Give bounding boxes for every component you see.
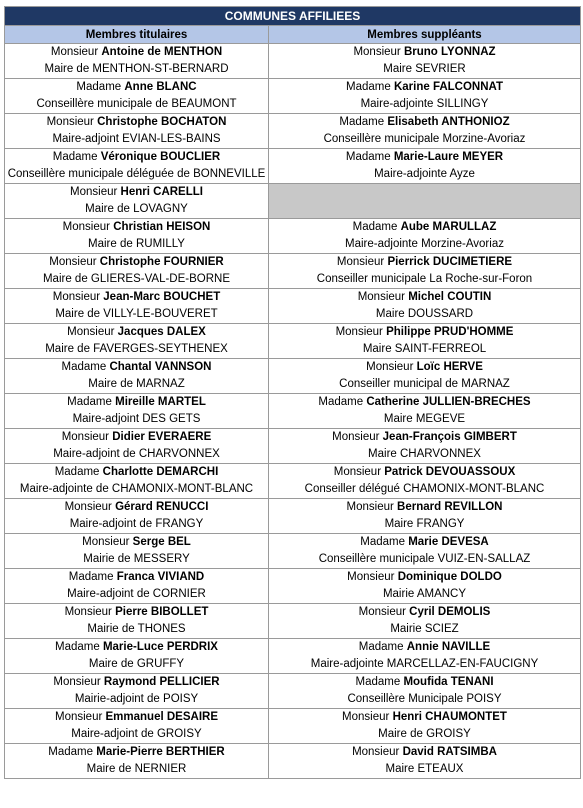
member-civility: Monsieur bbox=[335, 326, 383, 338]
member-name-line bbox=[269, 709, 580, 726]
member-role: Maire-adjointe de CHAMONIX-MONT-BLANC bbox=[19, 483, 254, 495]
suppleant-cell bbox=[269, 674, 581, 709]
member-name: Véronique BOUCLIER bbox=[100, 151, 221, 163]
member-role: Conseillère Municipale POISY bbox=[347, 693, 502, 705]
member-name: Christophe FOURNIER bbox=[99, 256, 224, 268]
member-name: Henri CHAUMONTET bbox=[392, 711, 507, 723]
member-civility: Monsieur bbox=[64, 606, 112, 618]
suppleant-cell bbox=[269, 324, 581, 359]
table-row bbox=[5, 534, 581, 569]
member-name-line bbox=[269, 744, 580, 761]
suppleant-cell bbox=[269, 79, 581, 114]
member-role: Maire DOUSSARD bbox=[375, 308, 474, 320]
member-civility: Monsieur bbox=[358, 606, 406, 618]
member-civility: Madame bbox=[76, 81, 122, 93]
member-role: Conseiller municipale La Roche-sur-Foron bbox=[316, 273, 533, 285]
member-name-line bbox=[5, 534, 268, 551]
member-role: Conseillère municipale Morzine-Avoriaz bbox=[323, 133, 526, 145]
table-row bbox=[5, 709, 581, 744]
member-name: Chantal VANNSON bbox=[109, 361, 212, 373]
member-role: Maire-adjointe MARCELLAZ-EN-FAUCIGNY bbox=[310, 658, 539, 670]
member-role: Maire ETEAUX bbox=[385, 763, 464, 775]
member-role: Maire de GRUFFY bbox=[88, 658, 185, 670]
member-civility: Madame bbox=[54, 466, 100, 478]
table-row bbox=[5, 114, 581, 149]
table-body bbox=[5, 44, 581, 779]
suppleant-cell bbox=[269, 429, 581, 464]
member-role: Mairie-adjoint de POISY bbox=[74, 693, 199, 705]
member-name-line bbox=[5, 79, 268, 96]
member-name-line bbox=[269, 534, 580, 551]
member-civility: Monsieur bbox=[342, 711, 390, 723]
member-civility: Madame bbox=[355, 676, 401, 688]
member-name: Mireille MARTEL bbox=[115, 396, 206, 408]
member-name-line bbox=[5, 289, 268, 306]
member-name-line bbox=[269, 219, 580, 236]
member-name-line bbox=[269, 114, 580, 131]
titulaire-cell bbox=[5, 254, 269, 289]
member-name: Jean-François GIMBERT bbox=[382, 431, 517, 443]
member-name: Loïc HERVE bbox=[416, 361, 483, 373]
member-name: Jean-Marc BOUCHET bbox=[103, 291, 221, 303]
member-name: Christian HEISON bbox=[113, 221, 211, 233]
titulaire-cell bbox=[5, 359, 269, 394]
member-role: Mairie AMANCY bbox=[382, 588, 467, 600]
title-row bbox=[5, 7, 581, 26]
member-name-line bbox=[269, 394, 580, 411]
member-role: Maire de MARNAZ bbox=[88, 378, 185, 390]
table-row bbox=[5, 674, 581, 709]
member-role: Maire-adjoint de GROISY bbox=[71, 728, 202, 740]
member-name: David RATSIMBA bbox=[402, 746, 497, 758]
member-name: Pierre BIBOLLET bbox=[115, 606, 209, 618]
member-name: Marie-Pierre BERTHIER bbox=[96, 746, 225, 758]
titulaire-cell bbox=[5, 289, 269, 324]
member-role: Conseillère municipale de BEAUMONT bbox=[36, 98, 237, 110]
member-name: Serge BEL bbox=[132, 536, 191, 548]
member-civility: Monsieur bbox=[46, 116, 94, 128]
member-name-line bbox=[269, 464, 580, 481]
member-name: Annie NAVILLE bbox=[406, 641, 491, 653]
member-civility: Monsieur bbox=[353, 46, 401, 58]
member-name-line bbox=[269, 569, 580, 586]
suppleant-cell bbox=[269, 394, 581, 429]
member-civility: Monsieur bbox=[357, 291, 406, 303]
member-name-line bbox=[5, 219, 268, 236]
table-row bbox=[5, 219, 581, 254]
member-civility: Madame bbox=[55, 641, 100, 653]
suppleant-cell bbox=[269, 254, 581, 289]
member-role: Maire de GLIERES-VAL-DE-BORNE bbox=[42, 273, 231, 285]
header-titulaires: Membres titulaires bbox=[5, 26, 269, 44]
suppleant-cell bbox=[269, 604, 581, 639]
member-role: Maire-adjointe Morzine-Avoriaz bbox=[345, 238, 504, 250]
member-name-line bbox=[5, 709, 268, 726]
member-role: Maire SAINT-FERREOL bbox=[362, 343, 487, 355]
member-name: Marie-Laure MEYER bbox=[393, 151, 504, 163]
member-role: Maire MEGEVE bbox=[383, 413, 466, 425]
member-civility: Madame bbox=[360, 536, 405, 548]
member-name-line bbox=[269, 639, 580, 656]
suppleant-cell bbox=[269, 499, 581, 534]
suppleant-cell bbox=[269, 44, 581, 79]
member-civility: Monsieur bbox=[53, 676, 101, 688]
titulaire-cell bbox=[5, 184, 269, 219]
member-name-line bbox=[5, 394, 268, 411]
member-role: Conseiller délégué CHAMONIX-MONT-BLANC bbox=[304, 483, 545, 495]
titulaire-cell bbox=[5, 79, 269, 114]
member-role: Maire de VILLY-LE-BOUVERET bbox=[55, 308, 218, 320]
titulaire-cell bbox=[5, 499, 269, 534]
member-name-line bbox=[5, 149, 268, 166]
member-role: Maire de RUMILLY bbox=[88, 238, 185, 250]
table-row bbox=[5, 44, 581, 79]
member-civility: Monsieur bbox=[49, 256, 97, 268]
member-name-line bbox=[269, 604, 580, 621]
member-role: Maire-adjoint de CHARVONNEX bbox=[53, 448, 220, 460]
table-row bbox=[5, 289, 581, 324]
titulaire-cell bbox=[5, 114, 269, 149]
member-civility: Monsieur bbox=[55, 711, 103, 723]
member-name-line bbox=[5, 184, 268, 201]
member-name-line bbox=[269, 674, 580, 691]
member-role: Maire de FAVERGES-SEYTHENEX bbox=[45, 343, 228, 355]
member-name-line bbox=[5, 429, 268, 446]
member-role: Maire-adjointe SILLINGY bbox=[360, 98, 489, 110]
titulaire-cell bbox=[5, 219, 269, 254]
member-name-line bbox=[5, 44, 268, 61]
titulaire-cell bbox=[5, 674, 269, 709]
member-civility: Monsieur bbox=[50, 46, 99, 58]
member-name: Franca VIVIAND bbox=[116, 571, 205, 583]
member-name: Catherine JULLIEN-BRECHES bbox=[366, 396, 531, 408]
titulaire-cell bbox=[5, 429, 269, 464]
member-name: Michel COUTIN bbox=[408, 291, 492, 303]
member-name: Anne BLANC bbox=[124, 81, 197, 93]
member-civility: Madame bbox=[339, 116, 385, 128]
member-name-line bbox=[269, 359, 580, 376]
suppleant-cell bbox=[269, 289, 581, 324]
member-civility: Monsieur bbox=[61, 431, 110, 443]
member-name: Cyril DEMOLIS bbox=[409, 606, 491, 618]
header-suppleants: Membres suppléants bbox=[269, 26, 581, 44]
titulaire-cell bbox=[5, 534, 269, 569]
table-row bbox=[5, 149, 581, 184]
member-name-line bbox=[269, 254, 580, 271]
member-civility: Madame bbox=[345, 151, 391, 163]
member-name: Christophe BOCHATON bbox=[97, 116, 227, 128]
member-name-line bbox=[5, 324, 268, 341]
member-role: Conseillère municipale VUIZ-EN-SALLAZ bbox=[318, 553, 531, 565]
titulaire-cell bbox=[5, 744, 269, 779]
member-name: Philippe PRUD'HOMME bbox=[386, 326, 514, 338]
table-title: COMMUNES AFFILIEES bbox=[5, 7, 581, 26]
titulaire-cell bbox=[5, 324, 269, 359]
table-row bbox=[5, 569, 581, 604]
titulaire-cell bbox=[5, 604, 269, 639]
member-role: Maire de MENTHON-ST-BERNARD bbox=[44, 63, 229, 75]
member-name: Marie-Luce PERDRIX bbox=[102, 641, 218, 653]
member-name: Bruno LYONNAZ bbox=[403, 46, 496, 58]
member-role: Maire-adjoint de FRANGY bbox=[69, 518, 204, 530]
member-name-line bbox=[269, 429, 580, 446]
table-row bbox=[5, 429, 581, 464]
member-name: Marie DEVESA bbox=[408, 536, 489, 548]
member-name-line bbox=[269, 79, 580, 96]
suppleant-cell-empty bbox=[269, 184, 581, 219]
suppleant-cell bbox=[269, 534, 581, 569]
member-name: Bernard REVILLON bbox=[397, 501, 503, 513]
member-civility: Madame bbox=[67, 396, 112, 408]
member-name-line bbox=[5, 464, 268, 481]
suppleant-cell bbox=[269, 114, 581, 149]
table-row bbox=[5, 744, 581, 779]
member-role: Mairie SCIEZ bbox=[390, 623, 459, 635]
table-row bbox=[5, 499, 581, 534]
table-row bbox=[5, 184, 581, 219]
header-row bbox=[5, 26, 581, 44]
member-civility: Monsieur bbox=[64, 501, 112, 513]
titulaire-cell bbox=[5, 394, 269, 429]
member-name: Emmanuel DESAIRE bbox=[105, 711, 218, 723]
member-role: Maire de GROISY bbox=[378, 728, 471, 740]
member-name: Patrick DEVOUASSOUX bbox=[384, 466, 516, 478]
member-name: Raymond PELLICIER bbox=[103, 676, 220, 688]
member-role: Maire-adjoint DES GETS bbox=[72, 413, 201, 425]
member-name-line bbox=[5, 744, 268, 761]
member-civility: Monsieur bbox=[67, 326, 115, 338]
member-name: Aube MARULLAZ bbox=[400, 221, 497, 233]
member-civility: Monsieur bbox=[333, 466, 382, 478]
member-role: Maire SEVRIER bbox=[383, 63, 466, 75]
member-civility: Monsieur bbox=[352, 746, 400, 758]
member-name-line bbox=[269, 289, 580, 306]
member-role: Conseiller municipal de MARNAZ bbox=[339, 378, 510, 390]
member-name-line bbox=[5, 499, 268, 516]
suppleant-cell bbox=[269, 464, 581, 499]
member-role: Maire de NERNIER bbox=[86, 763, 187, 775]
titulaire-cell bbox=[5, 709, 269, 744]
member-name-line bbox=[269, 499, 580, 516]
member-name-line bbox=[269, 149, 580, 166]
suppleant-cell bbox=[269, 359, 581, 394]
table-row bbox=[5, 324, 581, 359]
member-name: Antoine de MENTHON bbox=[101, 46, 223, 58]
member-name-line bbox=[5, 639, 268, 656]
suppleant-cell bbox=[269, 149, 581, 184]
member-civility: Madame bbox=[352, 221, 398, 233]
member-civility: Madame bbox=[48, 746, 94, 758]
member-name: Elisabeth ANTHONIOZ bbox=[387, 116, 510, 128]
member-name: Moufida TENANI bbox=[403, 676, 494, 688]
member-role: Maire de LOVAGNY bbox=[85, 203, 188, 215]
member-role: Mairie de MESSERY bbox=[83, 553, 190, 565]
member-name: Didier EVERAERE bbox=[112, 431, 212, 443]
member-civility: Monsieur bbox=[52, 291, 101, 303]
member-civility: Monsieur bbox=[332, 431, 380, 443]
member-name: Gérard RENUCCI bbox=[115, 501, 209, 513]
table-row bbox=[5, 394, 581, 429]
suppleant-cell bbox=[269, 219, 581, 254]
member-name: Charlotte DEMARCHI bbox=[102, 466, 219, 478]
member-role: Conseillère municipale déléguée de BONNEVILLE bbox=[7, 168, 266, 180]
member-civility: Madame bbox=[61, 361, 107, 373]
member-name: Pierrick DUCIMETIERE bbox=[387, 256, 513, 268]
member-civility: Madame bbox=[318, 396, 364, 408]
member-civility: Monsieur bbox=[82, 536, 130, 548]
table-row bbox=[5, 359, 581, 394]
member-role: Maire FRANGY bbox=[384, 518, 465, 530]
suppleant-cell bbox=[269, 639, 581, 674]
member-name-line bbox=[269, 44, 580, 61]
member-role: Maire-adjoint EVIAN-LES-BAINS bbox=[52, 133, 221, 145]
member-civility: Monsieur bbox=[366, 361, 414, 373]
member-civility: Monsieur bbox=[62, 221, 110, 233]
communes-table bbox=[4, 6, 581, 779]
titulaire-cell bbox=[5, 639, 269, 674]
member-civility: Madame bbox=[346, 81, 391, 93]
titulaire-cell bbox=[5, 464, 269, 499]
suppleant-cell bbox=[269, 569, 581, 604]
member-civility: Madame bbox=[358, 641, 404, 653]
member-civility: Madame bbox=[52, 151, 98, 163]
member-name-line bbox=[5, 254, 268, 271]
member-name: Henri CARELLI bbox=[120, 186, 203, 198]
titulaire-cell bbox=[5, 569, 269, 604]
suppleant-cell bbox=[269, 744, 581, 779]
member-name-line bbox=[269, 324, 580, 341]
member-role: Mairie de THONES bbox=[87, 623, 186, 635]
member-name: Jacques DALEX bbox=[117, 326, 206, 338]
member-name-line bbox=[5, 604, 268, 621]
member-civility: Madame bbox=[68, 571, 114, 583]
member-civility: Monsieur bbox=[336, 256, 385, 268]
titulaire-cell bbox=[5, 149, 269, 184]
member-civility: Monsieur bbox=[346, 501, 394, 513]
member-role: Maire-adjoint de CORNIER bbox=[67, 588, 206, 600]
member-role: Maire-adjointe Ayze bbox=[374, 168, 475, 180]
table-row bbox=[5, 604, 581, 639]
member-name-line bbox=[5, 569, 268, 586]
member-civility: Monsieur bbox=[347, 571, 395, 583]
suppleant-cell bbox=[269, 709, 581, 744]
member-name: Dominique DOLDO bbox=[397, 571, 502, 583]
table-row bbox=[5, 79, 581, 114]
member-name-line bbox=[5, 674, 268, 691]
table-row bbox=[5, 639, 581, 674]
titulaire-cell bbox=[5, 44, 269, 79]
member-name-line bbox=[5, 114, 268, 131]
table-row bbox=[5, 254, 581, 289]
member-name-line bbox=[5, 359, 268, 376]
table-row bbox=[5, 464, 581, 499]
member-role: Maire CHARVONNEX bbox=[368, 448, 481, 460]
member-name: Karine FALCONNAT bbox=[393, 81, 503, 93]
member-civility: Monsieur bbox=[70, 186, 118, 198]
